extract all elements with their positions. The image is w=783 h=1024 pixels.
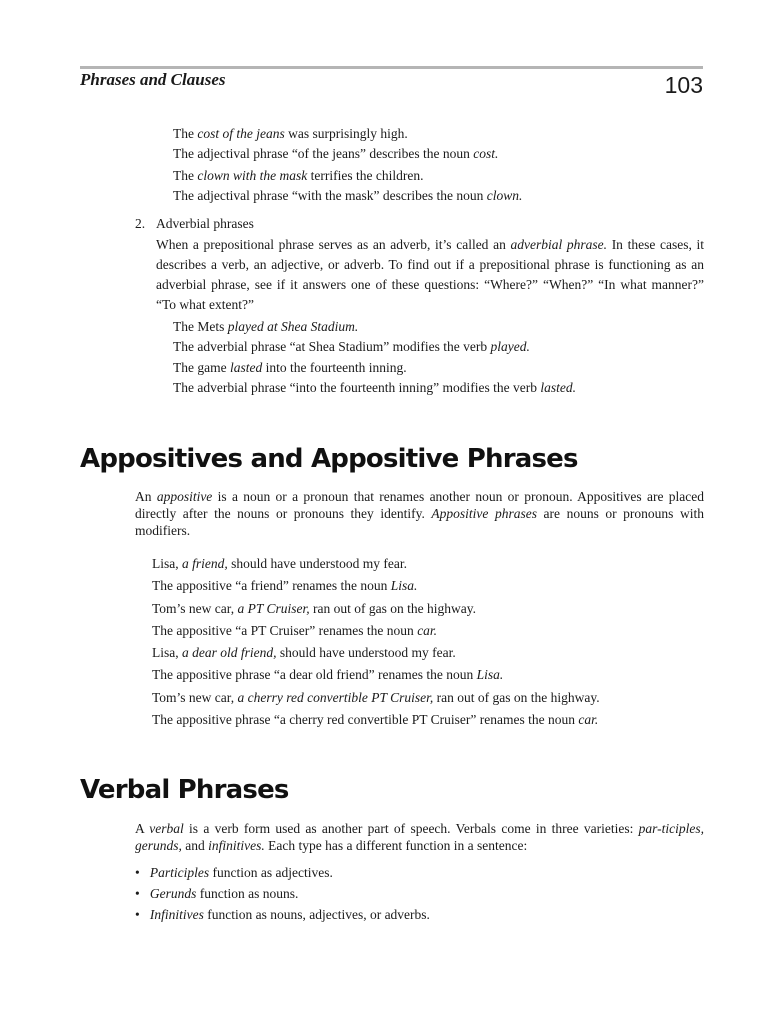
page-number: 103 bbox=[664, 72, 703, 98]
explanation-line: The appositive phrase “a dear old friend” renames the noun Lisa. bbox=[152, 667, 504, 682]
explanation-line: The adverbial phrase “at Shea Stadium” modifies the verb played. bbox=[173, 339, 530, 354]
example-line: The Mets played at Shea Stadium. bbox=[173, 319, 359, 334]
list-item: • Gerunds function as nouns. bbox=[135, 886, 299, 901]
bullet-icon: • bbox=[135, 865, 140, 880]
example-line: The game lasted into the fourteenth inning. bbox=[173, 360, 407, 375]
list-number: 2. bbox=[135, 216, 146, 231]
bullet-icon: • bbox=[135, 886, 140, 901]
example-line: The cost of the jeans was surprisingly high. bbox=[173, 126, 408, 141]
section-heading-verbal: Verbal Phrases bbox=[80, 775, 289, 805]
explanation-line: The adverbial phrase “into the fourteenth inning” modifies the verb lasted. bbox=[173, 380, 576, 395]
section-heading-appositives: Appositives and Appositive Phrases bbox=[80, 444, 578, 474]
example-line: Lisa, a dear old friend, should have understood my fear. bbox=[152, 645, 456, 660]
list-item: • Infinitives function as nouns, adjectives, or adverbs. bbox=[135, 907, 430, 922]
list-item: • Participles function as adjectives. bbox=[135, 865, 333, 880]
bullet-icon: • bbox=[135, 907, 140, 922]
explanation-line: The appositive phrase “a cherry red convertible PT Cruiser” renames the noun car. bbox=[152, 712, 599, 727]
adverbial-paragraph: When a prepositional phrase serves as an adverb, it’s called an adverbial phrase. In these cases, it describes a verb, an adjective, or adverb. To find out if a prepositional phrase is functioning as an adverbial phrase, see if it answers one of these questions: “Where?” “When?” “In what manner?” “To what extent?” bbox=[156, 237, 705, 312]
running-head-chapter: Phrases and Clauses bbox=[80, 70, 226, 89]
example-line: Tom’s new car, a PT Cruiser, ran out of gas on the highway. bbox=[152, 601, 476, 616]
explanation-line: The adjectival phrase “with the mask” describes the noun clown. bbox=[173, 188, 523, 203]
header-rule bbox=[80, 66, 703, 69]
verbal-paragraph: A verbal is a verb form used as another part of speech. Verbals come in three varieties: par-ticiples, gerunds, and infinitives. Each type has a different function in a sentence: bbox=[135, 821, 704, 853]
appositives-paragraph: An appositive is a noun or a pronoun that renames another noun or pronoun. Appositives are placed directly after the nouns or pronouns they identify. Appositive phrases are nouns or pronouns with modifiers. bbox=[135, 489, 704, 538]
list-item-title: Adverbial phrases bbox=[156, 216, 254, 231]
explanation-line: The appositive “a friend” renames the noun Lisa. bbox=[152, 578, 418, 593]
explanation-line: The adjectival phrase “of the jeans” describes the noun cost. bbox=[173, 146, 499, 161]
explanation-line: The appositive “a PT Cruiser” renames the noun car. bbox=[152, 623, 438, 638]
example-line: Tom’s new car, a cherry red convertible PT Cruiser, ran out of gas on the highway. bbox=[152, 690, 600, 705]
example-line: Lisa, a friend, should have understood my fear. bbox=[152, 556, 407, 571]
example-line: The clown with the mask terrifies the children. bbox=[173, 168, 424, 183]
